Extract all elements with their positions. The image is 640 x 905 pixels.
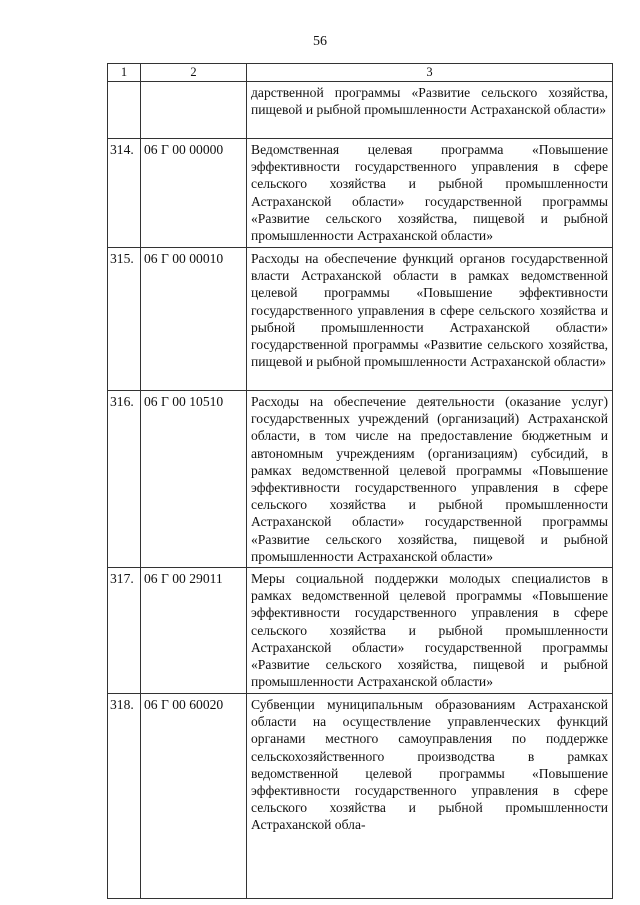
row-code: 06 Г 00 10510 [141, 391, 247, 568]
row-number: 315. [108, 248, 141, 391]
row-number: 318. [108, 694, 141, 899]
row-description: Ведомственная целевая программа «Повышение эффективности государственного управления в сфере сельского хозяйства и рыбной промышленности Астраханской области» государственной программы «Развитие сельского хозяйства, пищевой и рыбной промышленности Астраханской области» [247, 139, 613, 248]
header-col-1: 1 [108, 64, 141, 82]
table-row [108, 568, 613, 694]
table-row [108, 391, 613, 568]
table-row [108, 248, 613, 391]
budget-table [107, 63, 613, 899]
row-number [108, 82, 141, 139]
row-number: 317. [108, 568, 141, 694]
table-row-continuation [108, 82, 613, 139]
table-row [108, 694, 613, 899]
row-code: 06 Г 00 29011 [141, 568, 247, 694]
row-description: Расходы на обеспечение деятельности (оказание услуг) государственных учреждений (организаций) Астраханской области, в том числе на предоставление бюджетным и автономным учреждениям (организациям) субсидий, в рамках ведомственной целевой программы «Повышение эффективности государственного управления в сфере сельского хозяйства и рыбной промышленности Астраханской области» государственной программы «Развитие сельского хозяйства, пищевой и рыбной промышленности Астраханской области» [247, 391, 613, 568]
row-description: дарственной программы «Развитие сельского хозяйства, пищевой и рыбной промышленности Астраханской области» [247, 82, 613, 139]
row-code [141, 82, 247, 139]
row-code: 06 Г 00 00010 [141, 248, 247, 391]
row-code: 06 Г 00 00000 [141, 139, 247, 248]
row-number: 314. [108, 139, 141, 248]
header-col-2: 2 [141, 64, 247, 82]
header-col-3: 3 [247, 64, 613, 82]
row-description: Меры социальной поддержки молодых специалистов в рамках ведомственной целевой программы «Повышение эффективности государственного управления в сфере сельского хозяйства и рыбной промышленности Астраханской области» государственной программы «Развитие сельского хозяйства, пищевой и рыбной промышленности Астраханской области» [247, 568, 613, 694]
row-description: Расходы на обеспечение функций органов государственной власти Астраханской области в рамках ведомственной целевой программы «Повышение эффективности государственного управления в сфере сельского хозяйства и рыбной промышленности Астраханской области» государственной программы «Развитие сельского хозяйства, пищевой и рыбной промышленности Астраханской области» [247, 248, 613, 391]
table-header-row [108, 64, 613, 82]
row-description: Субвенции муниципальным образованиям Астраханской области на осуществление управленческих функций органами местного самоуправления по поддержке сельскохозяйственного производства в рамках ведомственной целевой программы «Повышение эффективности государственного управления в сфере сельского хозяйства и рыбной промышленности Астраханской обла- [247, 694, 613, 899]
table-row [108, 139, 613, 248]
row-number: 316. [108, 391, 141, 568]
page-number: 56 [313, 34, 327, 49]
row-code: 06 Г 00 60020 [141, 694, 247, 899]
